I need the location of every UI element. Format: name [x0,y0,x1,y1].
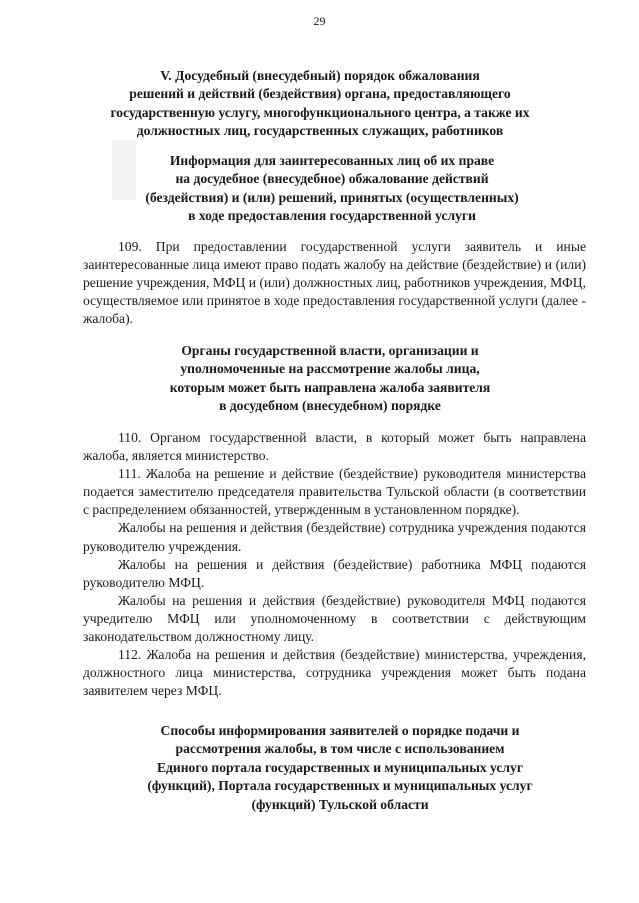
paragraph-112: 112. Жалоба на решения и действия (бездействие) министерства, учреждения, должностного лица министерства, сотрудника учреждения может быть подана заявителем через МФЦ. [83,647,586,699]
heading-line: Единого портала государственных и муниципальных услуг [156,759,524,775]
heading-line: должностных лиц, государственных служащих, работников [136,123,504,139]
heading-line: (функций), Портала государственных и муниципальных услуг [147,778,533,794]
heading-line: государственную услугу, многофункционального центра, а также их [110,104,530,120]
heading-line: Информация для заинтересованных лиц об их праве [169,153,495,168]
info-heading [122,152,542,226]
paragraph-mfc-head-complaints: Жалобы на решения и действия (бездействие) руководителя МФЦ подаются учредителю МФЦ или уполномоченному в соответствии с действующим законодательством должностному лицу. [83,592,586,645]
heading-line: (функций) Тульской области [251,796,429,812]
methods-heading [110,722,570,814]
heading-line: Органы государственной власти, организации и [181,343,479,358]
heading-line: V. Досудебный (внесудебный) порядок обжалования [160,68,480,83]
heading-line: Способы информирования заявителей о порядке подачи и [160,723,520,738]
heading-line: которым может быть направлена жалоба заявителя [169,379,491,395]
heading-line: на досудебное (внесудебное) обжалование действий [175,171,489,187]
paragraph-employee-complaints: Жалобы на решения и действия (бездействие) сотрудника учреждения подаются руководителю учреждения. [83,520,586,554]
paragraph-111: 111. Жалоба на решение и действие (бездействие) руководителя министерства подается заместителю председателя правительства Тульской области (в соответствии с распределением обязанностей, утвержденным в установленном порядке). [83,466,586,518]
page-number: 29 [313,14,326,28]
paragraph-110: 110. Органом государственной власти, в который может быть направлена жалоба, является министерство. [83,430,586,464]
paragraph-109-block [83,238,586,328]
section-v-heading [90,67,550,141]
heading-line: (бездействия) и (или) решений, принятых (осуществленных) [145,189,519,205]
heading-line: в ходе предоставления государственной услуги [188,208,476,224]
organs-paragraphs [83,429,586,700]
paragraph-109: 109. При предоставлении государственной услуги заявитель и иные заинтересованные лица имеют право подать жалобу на действие (бездействие) и (или) решение учреждения, МФЦ и (или) должностных лиц, работников учреждения, МФЦ, осуществляемое или принятое в ходе предоставления государственной услуги (далее - жалоба). [83,239,586,327]
heading-line: рассмотрения жалобы, в том числе с использованием [175,741,505,757]
heading-line: уполномоченные на рассмотрение жалобы лица, [180,361,480,377]
heading-line: в досудебном (внесудебном) порядке [219,398,441,414]
paragraph-mfc-worker-complaints: Жалобы на решения и действия (бездействие) работника МФЦ подаются руководителю МФЦ. [83,556,586,590]
heading-line: решений и действий (бездействия) органа, предоставляющего [129,86,511,102]
organs-heading [140,342,520,416]
